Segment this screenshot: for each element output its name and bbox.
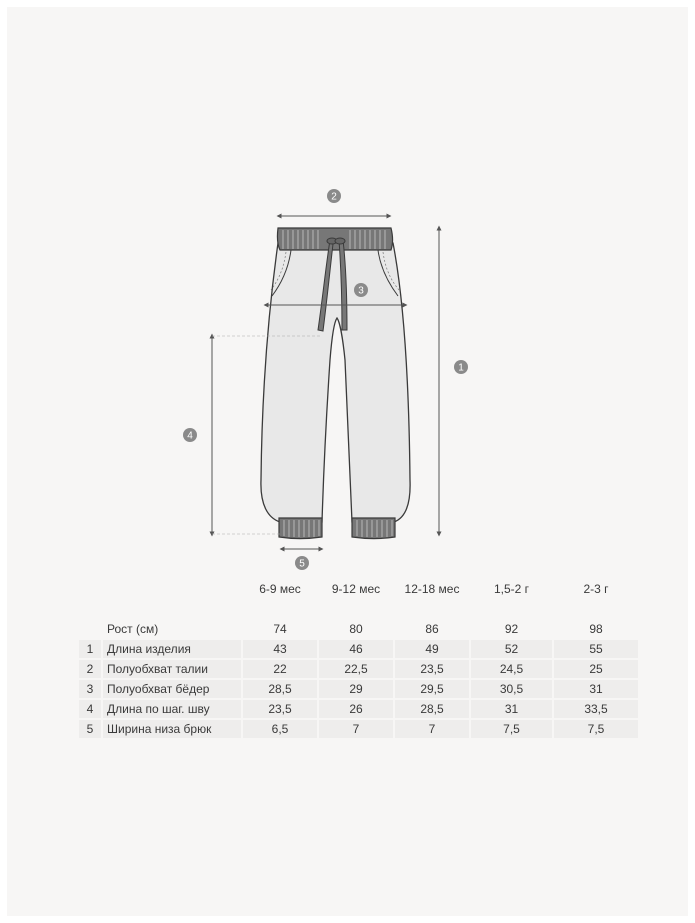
row-value: 23,5 [395, 660, 469, 678]
growth-value: 74 [273, 622, 287, 636]
growth-label: Рост (см) [107, 622, 159, 636]
size-header: 12-18 мес [404, 582, 460, 596]
row-value: 7 [319, 720, 393, 738]
row-value: 29,5 [395, 680, 469, 698]
row-value: 24,5 [471, 660, 552, 678]
svg-text:3: 3 [358, 285, 364, 297]
row-number: 1 [79, 640, 101, 658]
measurement-row [79, 700, 638, 718]
row-label: Ширина низа брюк [103, 720, 241, 738]
size-header-row [79, 580, 638, 598]
growth-value: 92 [504, 622, 519, 636]
svg-text:1: 1 [458, 362, 464, 374]
size-header: 1,5-2 г [493, 582, 530, 596]
row-value: 31 [471, 700, 552, 718]
row-value: 33,5 [554, 700, 638, 718]
row-value: 31 [554, 680, 638, 698]
row-value: 7,5 [471, 720, 552, 738]
measurement-row [79, 640, 638, 658]
row-value: 46 [319, 640, 393, 658]
header-spacer [79, 580, 101, 598]
row-label: Длина изделия [103, 640, 241, 658]
row-value: 55 [554, 640, 638, 658]
size-header: 2-3 г [583, 582, 609, 596]
marker-2 [327, 189, 341, 203]
marker-4 [183, 428, 197, 442]
row-value: 30,5 [471, 680, 552, 698]
growth-value: 80 [349, 622, 363, 636]
row-value: 28,5 [395, 700, 469, 718]
row-value: 25 [554, 660, 638, 678]
measurement-row [79, 680, 638, 698]
svg-text:2: 2 [331, 191, 337, 203]
row-value: 22,5 [319, 660, 393, 678]
row-value: 22 [243, 660, 317, 678]
growth-row [79, 620, 638, 638]
header-spacer [103, 580, 241, 598]
row-value: 43 [243, 640, 317, 658]
growth-value: 86 [425, 622, 439, 636]
size-table [77, 578, 640, 740]
right-cuff [352, 518, 395, 539]
row-value: 28,5 [243, 680, 317, 698]
row-label: Длина по шаг. шву [103, 700, 241, 718]
size-header: 9-12 мес [331, 582, 381, 596]
row-number: 3 [79, 680, 101, 698]
measurement-row [79, 660, 638, 678]
row-value: 23,5 [243, 700, 317, 718]
row-label: Полуобхват талии [103, 660, 241, 678]
marker-5 [295, 556, 309, 570]
row-label: Полуобхват бёдер [103, 680, 241, 698]
marker-1 [454, 360, 468, 374]
row-value: 52 [471, 640, 552, 658]
marker-3 [354, 283, 368, 297]
spacer-row [79, 600, 638, 618]
left-cuff [279, 518, 322, 539]
size-header: 6-9 мес [259, 582, 301, 596]
svg-text:5: 5 [299, 558, 305, 570]
row-number: 2 [79, 660, 101, 678]
row-value: 49 [395, 640, 469, 658]
row-value: 7 [395, 720, 469, 738]
svg-text:4: 4 [187, 430, 193, 442]
pants-body [261, 243, 410, 522]
growth-value: 98 [589, 622, 603, 636]
row-number: 4 [79, 700, 101, 718]
row-number: 5 [79, 720, 101, 738]
row-value: 29 [319, 680, 393, 698]
row-value: 6,5 [243, 720, 317, 738]
row-value: 26 [319, 700, 393, 718]
measurement-row [79, 720, 638, 738]
row-value: 7,5 [554, 720, 638, 738]
